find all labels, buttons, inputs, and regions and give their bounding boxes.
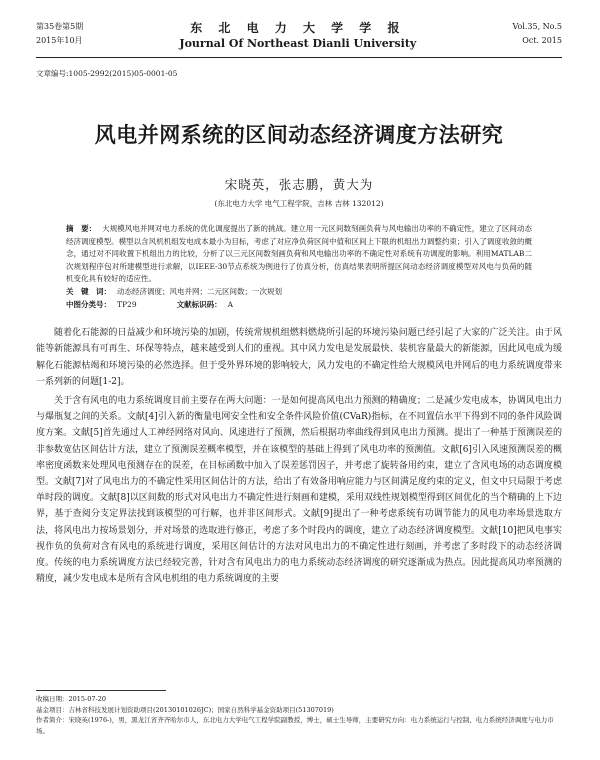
classification-row [66, 299, 532, 312]
body-paragraph-1: 随着化石能源的日益减少和环境污染的加剧，传统常规机组燃料燃烧所引起的环境污染问题已经引起了大家的广泛关注。由于风能等新能源具有可再生、环保等特点，越来越受到人们的重视。其中风力发电是发展最快、装机容量最大的新能源，因此风电成为缓解化石能源枯竭和环境污染的必然选择。但于受外界环境的影响较大，风力发电的不确定性给大规模风电并网后的电力系统调度带来一系列新的问题[1-2]。 [36, 328, 562, 387]
journal-header [36, 0, 562, 51]
header-right [512, 20, 562, 48]
doc-code-label: 文献标识码： [176, 299, 222, 309]
abstract-text: 大规模风电并网对电力系统的优化调度提出了新的挑战。建立用一元区间数刻画负荷与风电输出功率的不确定性，建立了区间动态经济调度模型。模型以含风机机组发电成本最小为目标，考虑了对应净负荷区间中值和区间上下限的机组出力调整约束；引入了调度收敛的概念，通过对不同收置下机组出力的比较，分析了以三元区间数刻画负荷和风电输出功率的不确定性对系统有功调度的影响。利用MATLAB二次规划程序包对所建模型进行求解，以IEEE-30节点系统为例进行了仿真分析，仿真结果表明所提区间动态经济调度模型对风电与负荷的随机变化具有较好的适应性。 [66, 224, 533, 284]
abstract [66, 223, 532, 286]
keywords-text: 动态经济调度；风电并网；二元区间数；一次规划 [117, 286, 282, 296]
affiliation: (东北电力大学 电气工程学院，吉林 吉林 132012) [214, 199, 384, 208]
footnotes [36, 694, 562, 736]
journal-name-cn: 东 北 电 力 大 学 学 报 [190, 21, 406, 35]
header-left [36, 20, 83, 48]
header-divider [36, 57, 562, 58]
clc-value: TP29 [117, 299, 137, 309]
authors: 宋晓英，张志鹏，黄大为 [224, 177, 374, 192]
footnote-divider [36, 690, 166, 691]
journal-name-en: Journal Of Northeast Dianli University [179, 37, 417, 50]
date-cn: 2015年10月 [36, 36, 83, 45]
doc-code-value: A [227, 299, 234, 309]
abstract-label: 摘 要： [66, 224, 97, 233]
body-paragraph-2: 关于含有风电的电力系统调度目前主要存在两大问题：一是如何提高风电出力预测的精确度；二是减少发电成本，协调风电出力与爆瓶复之间的关系。文献[4]引入新的衡量电网安全性和安全条件风险价值(CVaR)指标，在不同置信水平下得到不同的条件风险调度方案。文献[5]首先通过人工神经网络对风向、风速进行了预测，然后根据功率曲线得到风电出力预测。提出了一种基于预测误差的非参数宽估区间估计方法，建立了预测误差概率模型，并在该模型的基础上得到了风电功率的预测值。文献[6]引入风速预测误差的概率密度函数来处理风电预测存在的误差，在目标函数中加入了误差惩罚因子，并考虑了旋转备用约束，建立了含风电场的动态调度模型。文献[7]对了风电出力的不确定性采用区间估计的方法，给出了有效备用响应能力与区间满足度约束的定义，但文中只局限于考虑单时段的调度。文献[8]以区间数的形式对风电出力不确定性进行刻画和建模，采用双线性规划模型得到区间优化的当个精确的上下边界，基于查阅分支定界法找到该模型的可行解，也并非区间形式。文献[9]提出了一种考虑系统有功调节能力的风电功率场景选取方法，将风电出力按场景划分，并对场景的选取进行修正，考虑了多个时段内的调度，建立了动态经济调度模型。文献[10]把风电事实视作负的负荷对含有风电的系统进行调度，采用区间估计的方法对风电出力的不确定性进行刻画，并考虑了多时段下的动态经济调度。传统的电力系统调度方法已经较完善，针对含有风电出力的电力系统动态经济调度的研究逐渐成为热点。因此提高风功率预测的精度，减少发电成本是所有含风电机组的电力系统调度的主要 [36, 395, 562, 585]
footnote-received: 收稿日期：2015-07-20 [36, 695, 106, 703]
keywords [66, 286, 532, 299]
date-en: Oct. 2015 [522, 36, 562, 45]
article-number: 文章编号:1005-2992(2015)05-0001-05 [36, 69, 178, 78]
abstract-block [66, 223, 532, 311]
keywords-label: 关 键 词： [66, 286, 111, 296]
volume-en: Vol.35, No.5 [512, 22, 562, 31]
header-center [179, 20, 416, 51]
footnote-author: 作者简介：宋晓英(1976-)，男，黑龙江省齐齐哈尔市人，东北电力大学电气工程学院副教授，博士，硕士生导师，主要研究方向：电力系统运行与控制、电力系统经济调度与电力市场。 [36, 716, 554, 735]
clc-label: 中图分类号： [66, 299, 111, 309]
paper-title: 风电并网系统的区间动态经济调度方法研究 [94, 123, 504, 147]
footnote-funding: 基金项目：吉林省科技发展计划资助项目(20130101026JC)；国家自然科学基金资助项目(51307019) [36, 705, 334, 714]
volume-issue: 第35卷第5期 [36, 22, 84, 31]
body-text [36, 325, 562, 587]
